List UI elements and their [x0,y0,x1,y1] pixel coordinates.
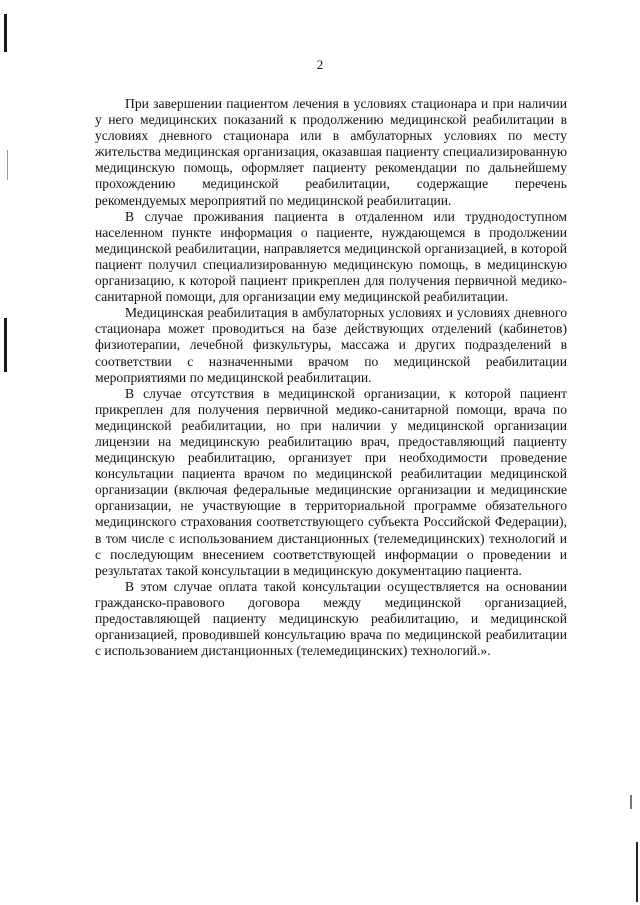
scan-margin-mark [4,14,7,52]
paragraph: В случае отсутствия в медицинской организации, к которой пациент прикреплен для получения первичной медико-санитарной помощи, врача по медицинской реабилитации, но при наличии у медицинской организации лицензии на медицинскую реабилитацию врач, предоставляющий пациенту медицинскую реабилитацию, организует при необходимости проведение консультации пациента врачом по медицинской реабилитации медицинской организации (включая федеральные медицинские организации и медицинские организации, не участвующие в территориальной программе обязательного медицинского страхования соответствующего субъекта Российской Федерации), в том числе с использованием дистанционных (телемедицинских) технологий и с последующим внесением соответствующей информации о проведении и результатах такой консультации в медицинскую документацию пациента. [95,385,567,578]
paragraph: В случае проживания пациента в отдаленном или труднодоступном населенном пункте информация о пациенте, нуждающемся в продолжении медицинской реабилитации, направляется медицинской организацией, в которой пациент получил специализированную медицинскую помощь, в медицинскую организацию, к которой пациент прикреплен для получения первичной медико-санитарной помощи, для организации ему медицинской реабилитации. [95,208,567,305]
paragraph: В этом случае оплата такой консультации осуществляется на основании гражданско-правового договора между медицинской организацией, предоставляющей пациенту медицинскую реабилитацию, и медицинской организацией, проводившей консультацию врача по медицинской реабилитации с использованием дистанционных (телемедицинских) технологий.». [95,578,567,659]
scan-margin-mark [4,318,7,372]
paragraph: При завершении пациентом лечения в условиях стационара и при наличии у него медицинских показаний к продолжению медицинской реабилитации в условиях дневного стационара или в амбулаторных условиях по месту жительства медицинская организация, оказавшая пациенту специализированную медицинскую помощь, оформляет пациенту рекомендации по дальнейшему прохождению медицинской реабилитации, содержащие перечень рекомендуемых мероприятий по медицинской реабилитации. [95,96,567,208]
document-body [95,96,567,659]
scan-margin-mark [630,795,632,809]
page-number: 2 [316,57,324,72]
scan-margin-mark [636,842,638,902]
scan-margin-mark [7,150,8,180]
paragraph: Медицинская реабилитация в амбулаторных условиях и условиях дневного стационара может проводиться на базе действующих отделений (кабинетов) физиотерапии, лечебной физкультуры, массажа и других подразделений в соответствии с назначенными врачом по медицинской реабилитации мероприятиями по медицинской реабилитации. [95,305,567,385]
